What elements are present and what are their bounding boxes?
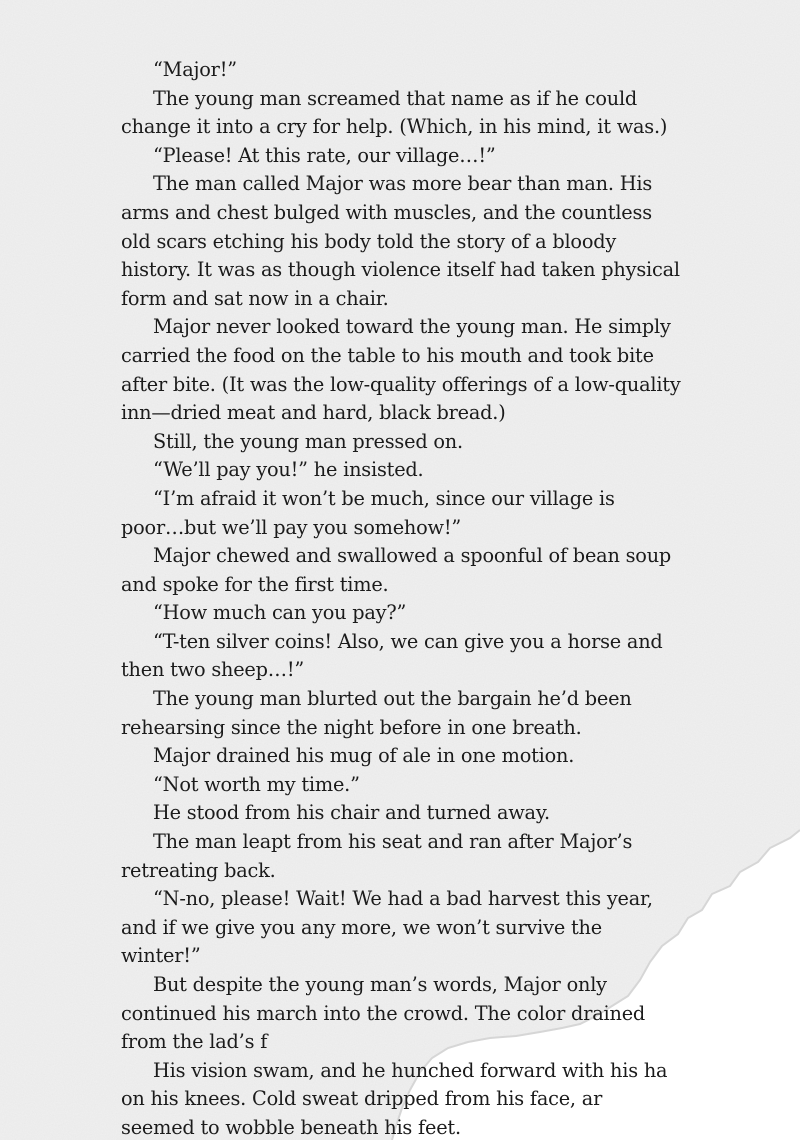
paragraph: He stood from his chair and turned away. [153, 801, 550, 825]
body-text [121, 56, 681, 1140]
paragraph: His vision swam, and he hunched forward with his ha on his knees. Cold sweat dripped from his face, ar seemed to wobble beneath his feet. [121, 1058, 668, 1139]
paragraph: “I’m afraid it won’t be much, since our village is poor…but we’ll pay you somehow!” [121, 486, 615, 539]
paragraph: “Major!” [153, 58, 237, 81]
paragraph: The man called Major was more bear than man. His arms and chest bulged with muscles, and the countless old scars etching his body told the story of a bloody history. It was as though violence itself had taken physical form and sat now in a chair. [121, 172, 680, 310]
paragraph: The man leapt from his seat and ran after Major’s retreating back. [121, 830, 633, 882]
paragraph: “Not worth my time.” [153, 772, 360, 796]
paragraph: “We’ll pay you!” he insisted. [153, 458, 424, 482]
paragraph: But despite the young man’s words, Major only continued his march into the crowd. The color drained from the lad’s f [121, 973, 646, 1054]
paragraph: Still, the young man pressed on. [153, 429, 463, 453]
paragraph: Major chewed and swallowed a spoonful of bean soup and spoke for the first time. [121, 544, 672, 596]
paragraph: The young man screamed that name as if he could change it into a cry for help. (Which, in his mind, it was.) [121, 86, 668, 139]
paragraph: The young man blurted out the bargain he’d been rehearsing since the night before in one breath. [121, 687, 632, 739]
paragraph: “How much can you pay?” [153, 601, 407, 625]
paragraph: “T-ten silver coins! Also, we can give you a horse and then two sheep…!” [121, 629, 663, 682]
paragraph: “N-no, please! Wait! We had a bad harvest this year, and if we give you any more, we won’t survive the winter!” [121, 887, 653, 968]
paragraph: Major drained his mug of ale in one motion. [153, 744, 575, 768]
paragraph: Major never looked toward the young man. He simply carried the food on the table to his mouth and took bite after bite. (It was the low-quality offerings of a low-quality inn—dried meat and hard, black bread.) [121, 315, 681, 425]
paragraph: “Please! At this rate, our village…!” [153, 143, 496, 167]
